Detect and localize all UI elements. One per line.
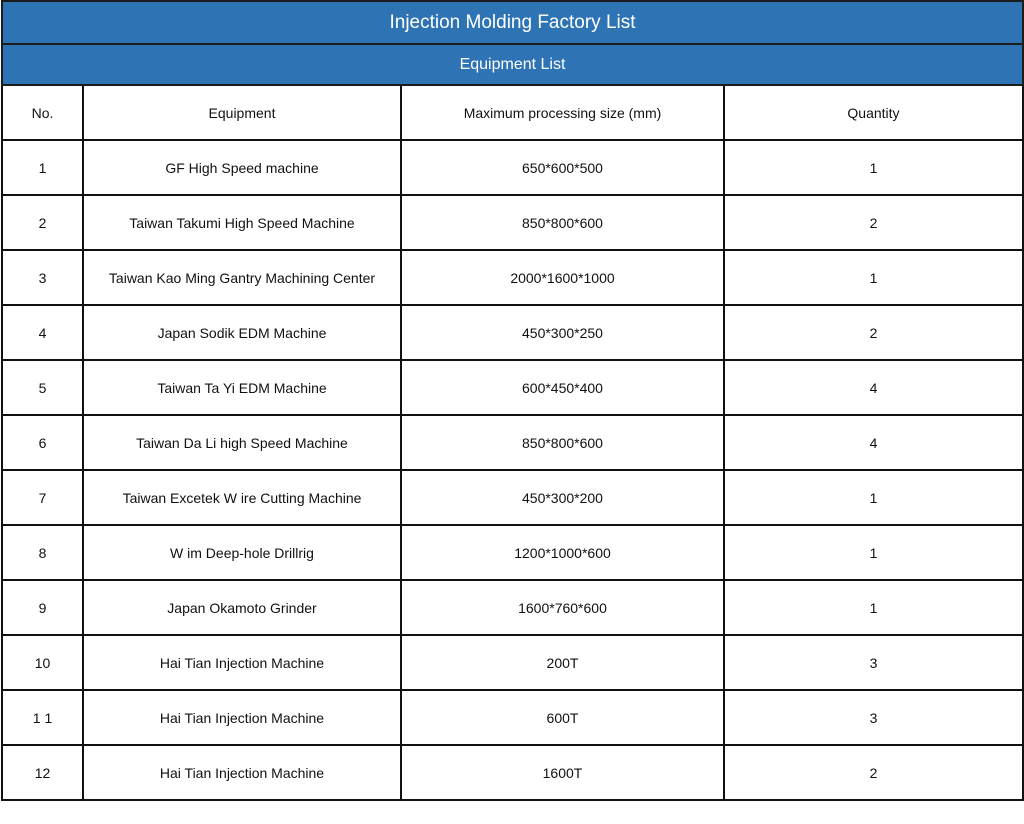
cell-max-size: 850*800*600 xyxy=(401,415,724,470)
cell-quantity: 1 xyxy=(724,250,1023,305)
cell-no: 9 xyxy=(2,580,83,635)
table-row xyxy=(2,635,1023,690)
equipment-table xyxy=(1,0,1024,801)
table-row xyxy=(2,415,1023,470)
cell-no: 10 xyxy=(2,635,83,690)
cell-equipment: Japan Sodik EDM Machine xyxy=(83,305,401,360)
column-header-equipment: Equipment xyxy=(83,85,401,140)
cell-quantity: 2 xyxy=(724,195,1023,250)
cell-no: 1 1 xyxy=(2,690,83,745)
table-row xyxy=(2,580,1023,635)
cell-equipment: Taiwan Da Li high Speed Machine xyxy=(83,415,401,470)
cell-quantity: 3 xyxy=(724,690,1023,745)
cell-max-size: 600T xyxy=(401,690,724,745)
table-row xyxy=(2,250,1023,305)
cell-equipment: Hai Tian Injection Machine xyxy=(83,745,401,800)
cell-equipment: Hai Tian Injection Machine xyxy=(83,635,401,690)
cell-no: 4 xyxy=(2,305,83,360)
cell-equipment: Taiwan Excetek W ire Cutting Machine xyxy=(83,470,401,525)
cell-max-size: 450*300*200 xyxy=(401,470,724,525)
cell-equipment: GF High Speed machine xyxy=(83,140,401,195)
cell-max-size: 1200*1000*600 xyxy=(401,525,724,580)
cell-quantity: 1 xyxy=(724,580,1023,635)
table-row xyxy=(2,360,1023,415)
cell-max-size: 1600*760*600 xyxy=(401,580,724,635)
cell-max-size: 850*800*600 xyxy=(401,195,724,250)
cell-max-size: 450*300*250 xyxy=(401,305,724,360)
table-row xyxy=(2,690,1023,745)
table-row xyxy=(2,140,1023,195)
column-header-row xyxy=(2,85,1023,140)
section-title: Equipment List xyxy=(2,44,1023,85)
cell-no: 1 xyxy=(2,140,83,195)
table-row xyxy=(2,525,1023,580)
subtitle-row xyxy=(2,44,1023,85)
table-row xyxy=(2,305,1023,360)
cell-quantity: 4 xyxy=(724,415,1023,470)
cell-equipment: Taiwan Ta Yi EDM Machine xyxy=(83,360,401,415)
title-row xyxy=(2,1,1023,44)
cell-equipment: Taiwan Kao Ming Gantry Machining Center xyxy=(83,250,401,305)
cell-equipment: Taiwan Takumi High Speed Machine xyxy=(83,195,401,250)
page-title: Injection Molding Factory List xyxy=(2,1,1023,44)
cell-max-size: 600*450*400 xyxy=(401,360,724,415)
cell-max-size: 2000*1600*1000 xyxy=(401,250,724,305)
cell-no: 2 xyxy=(2,195,83,250)
cell-no: 12 xyxy=(2,745,83,800)
cell-max-size: 1600T xyxy=(401,745,724,800)
table-row xyxy=(2,745,1023,800)
cell-quantity: 2 xyxy=(724,745,1023,800)
cell-max-size: 650*600*500 xyxy=(401,140,724,195)
cell-quantity: 4 xyxy=(724,360,1023,415)
table-row xyxy=(2,195,1023,250)
cell-no: 5 xyxy=(2,360,83,415)
column-header-size: Maximum processing size (mm) xyxy=(401,85,724,140)
cell-equipment: Japan Okamoto Grinder xyxy=(83,580,401,635)
table-row xyxy=(2,470,1023,525)
column-header-no: No. xyxy=(2,85,83,140)
cell-equipment: Hai Tian Injection Machine xyxy=(83,690,401,745)
cell-no: 3 xyxy=(2,250,83,305)
cell-quantity: 1 xyxy=(724,525,1023,580)
cell-no: 7 xyxy=(2,470,83,525)
cell-no: 8 xyxy=(2,525,83,580)
cell-no: 6 xyxy=(2,415,83,470)
cell-quantity: 1 xyxy=(724,140,1023,195)
cell-quantity: 3 xyxy=(724,635,1023,690)
cell-quantity: 2 xyxy=(724,305,1023,360)
column-header-quantity: Quantity xyxy=(724,85,1023,140)
cell-quantity: 1 xyxy=(724,470,1023,525)
cell-max-size: 200T xyxy=(401,635,724,690)
cell-equipment: W im Deep-hole Drillrig xyxy=(83,525,401,580)
